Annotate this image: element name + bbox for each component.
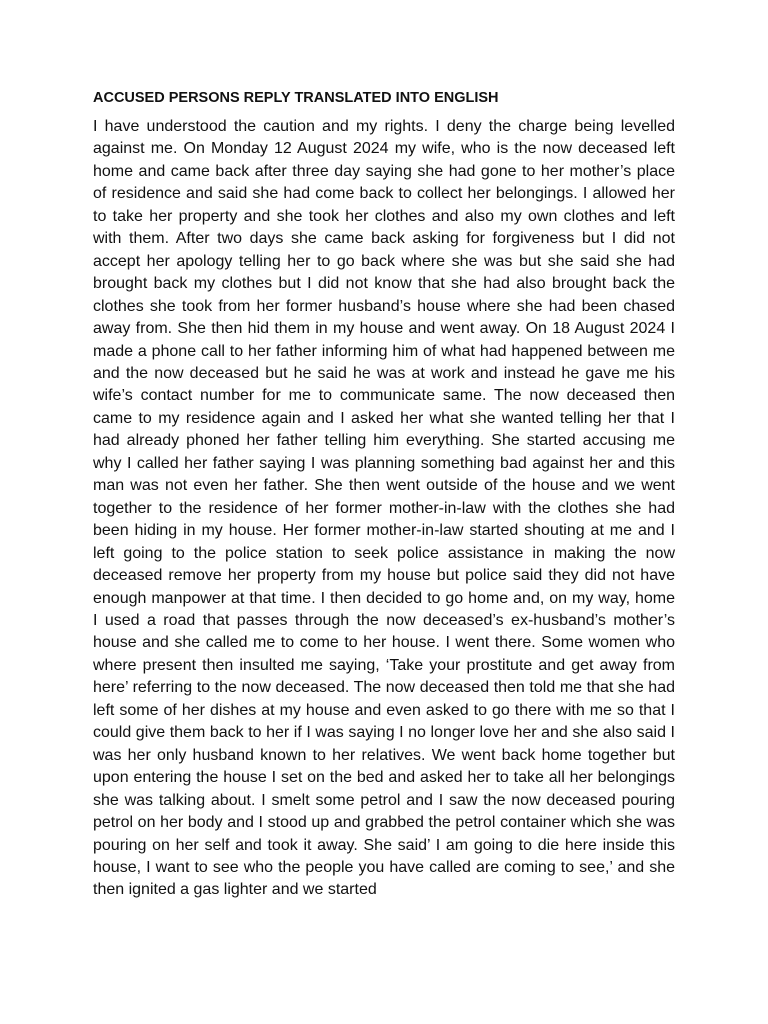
statement-paragraph: I have understood the caution and my rights. I deny the charge being levelled against me. On Monday 12 August 2024 my wife, who is the now deceased left home and came back after three day saying she had gone to her mother’s place of residence and said she had come back to collect her belongings. I allowed her to take her property and she took her clothes and also my own clothes and left with them. After two days she came back asking for forgiveness but I did not accept her apology telling her to go back where she was but she said she had brought back my clothes but I did not know that she had also brought back the clothes she took from her former husband’s house where she had been chased away from. She then hid them in my house and went away. On 18 August 2024 I made a phone call to her father informing him of what had happened between me and the now deceased but he said he was at work and instead he gave me his wife’s contact number for me to communicate same. The now deceased then came to my residence again and I asked her what she wanted telling her that I had already phoned her father telling him everything. She started accusing me why I called her father saying I was planning something bad against her and this man was not even her father. She then went outside of the house and we went together to the residence of her former mother-in-law with the clothes she had been hiding in my house. Her former mother-in-law started shouting at me and I left going to the police station to seek police assistance in making the now deceased remove her property from my house but police said they did not have enough manpower at that time. I then decided to go home and, on my way, home I used a road that passes through the now deceased’s ex-husband’s mother’s house and she called me to come to her house. I went there. Some women who where present then insulted me saying, ‘Take your prostitute and get away from here’ referring to the now deceased. The now deceased then told me that she had left some of her dishes at my house and even asked to go there with me so that I could give them back to her if I was saying I no longer love her and she also said I was her only husband known to her relatives. We went back home together but upon entering the house I set on the bed and asked her to take all her belongings she was talking about. I smelt some petrol and I saw the now deceased pouring petrol on her body and I stood up and grabbed the petrol container which she was pouring on her self and took it away. She said’ I am going to die here inside this house, I want to see who the people you have called are coming to see,’ and she then ignited a gas lighter and we started (93, 118, 675, 899)
document-content (93, 87, 675, 902)
document-heading: ACCUSED PERSONS REPLY TRANSLATED INTO ENGLISH (93, 90, 499, 106)
